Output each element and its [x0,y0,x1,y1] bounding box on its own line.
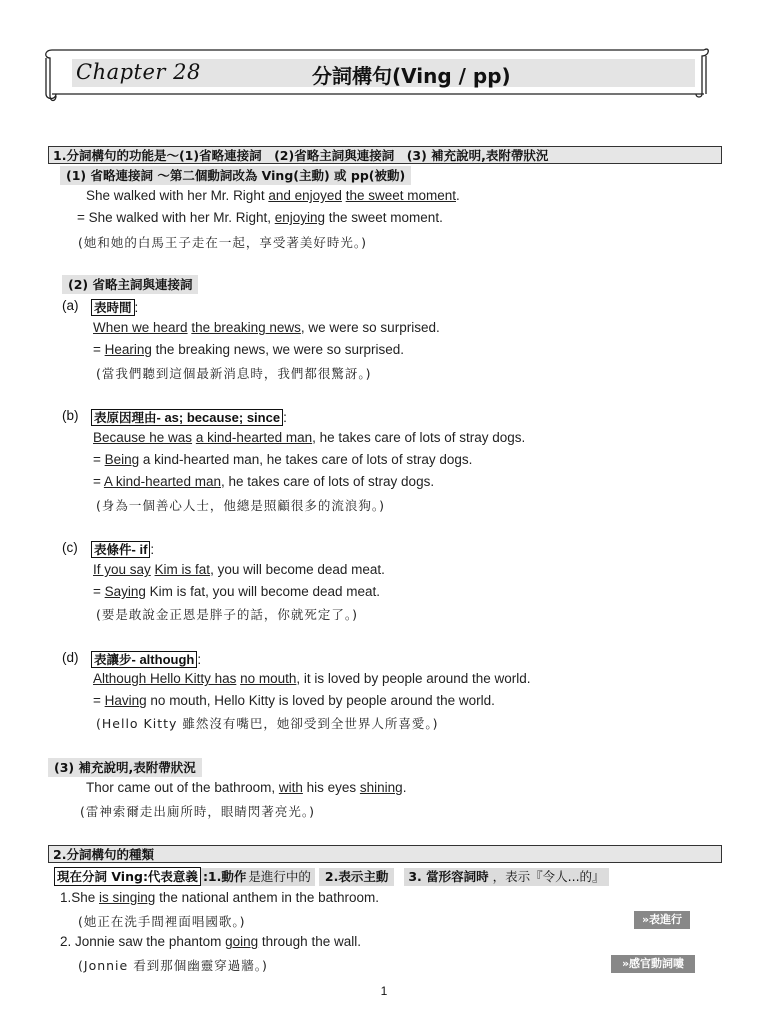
item-c-translation: (要是敢說金正恩是胖子的話，你就死定了。) [96,607,359,622]
page-number: 1 [380,984,388,998]
sub2-label: (2) 省略主詞與連接詞 [62,275,198,294]
item-b-line-1: Because he was a kind-hearted man, he takes care of lots of stray dogs. [93,430,526,445]
section2-example-2: 2. Jonnie saw the phantom going through the wall. [60,934,361,949]
perception-verb-tag: »感官動詞嘍 [611,955,695,973]
item-d-label: 表讓步- although : [91,650,201,669]
item-b-line-2: = Being a kind-hearted man, he takes care of lots of stray dogs. [93,452,473,467]
sub1-example-1: She walked with her Mr. Right and enjoyed the sweet moment. [86,188,460,203]
chapter-label: Chapter 28 [76,60,201,84]
item-d-line-2: = Having no mouth, Hello Kitty is loved by people around the world. [93,693,495,708]
item-d-line-1: Although Hello Kitty has no mouth, it is loved by people around the world. [93,671,531,686]
sub1-translation: (她和她的白馬王子走在一起，享受著美好時光。) [78,235,368,250]
chapter-title: 分詞構句(Ving / pp) [312,64,511,88]
section1-header: 1.分詞構句的功能是～(1)省略連接詞 (2)省略主詞與連接詞 (3) 補充說明,表附帶狀況 [48,146,722,164]
item-b-marker: (b) [62,408,79,423]
item-d-translation: (Hello Kitty 雖然沒有嘴巴，她卻受到全世界人所喜愛。) [96,716,439,731]
item-c-marker: (c) [62,540,78,555]
item-a-line-1: When we heard the breaking news, we were so surprised. [93,320,440,335]
item-c-line-2: = Saying Kim is fat, you will become dead meat. [93,584,381,599]
item-c-line-1: If you say Kim is fat, you will become dead meat. [93,562,385,577]
sub1-label: (1) 省略連接詞 ～第二個動詞改為 Ving(主動) 或 pp(被動) [60,166,411,185]
item-b-label: 表原因理由- as; because; since : [91,408,287,427]
sub3-translation: (雷神索爾走出廁所時，眼睛閃著亮光。) [80,804,316,819]
sub3-label: (3) 補充說明,表附帶狀況 [48,758,202,777]
section2-example-1: 1.She is singing the national anthem in the bathroom. [60,890,379,905]
sub3-example: Thor came out of the bathroom, with his eyes shining. [86,780,407,795]
present-participle-row: 現在分詞 Ving:代表意義 :1.動作 是進行中的 2.表示主動 3. 當形容詞時 ，表示『令人...的』 [54,867,609,887]
section2-translation-1: (她正在洗手間裡面唱國歌。) [78,914,246,929]
item-d-marker: (d) [62,650,79,665]
section2-header: 2.分詞構句的種類 [48,845,722,863]
section2-translation-2: (Jonnie 看到那個幽靈穿過牆。) [78,958,268,973]
item-b-line-3: = A kind-hearted man, he takes care of lots of stray dogs. [93,474,435,489]
sub1-example-2: = She walked with her Mr. Right, enjoying the sweet moment. [77,210,443,225]
item-c-label: 表條件- if : [91,540,154,559]
item-a-marker: (a) [62,298,79,313]
item-a-line-2: = Hearing the breaking news, we were so surprised. [93,342,405,357]
item-b-translation: (身為一個善心人士，他總是照顧很多的流浪狗。) [96,498,386,513]
item-a-label: 表時間 : [91,298,138,317]
progressive-tag: »表進行 [634,911,690,929]
item-a-translation: (當我們聽到這個最新消息時，我們都很驚訝。) [96,366,372,381]
